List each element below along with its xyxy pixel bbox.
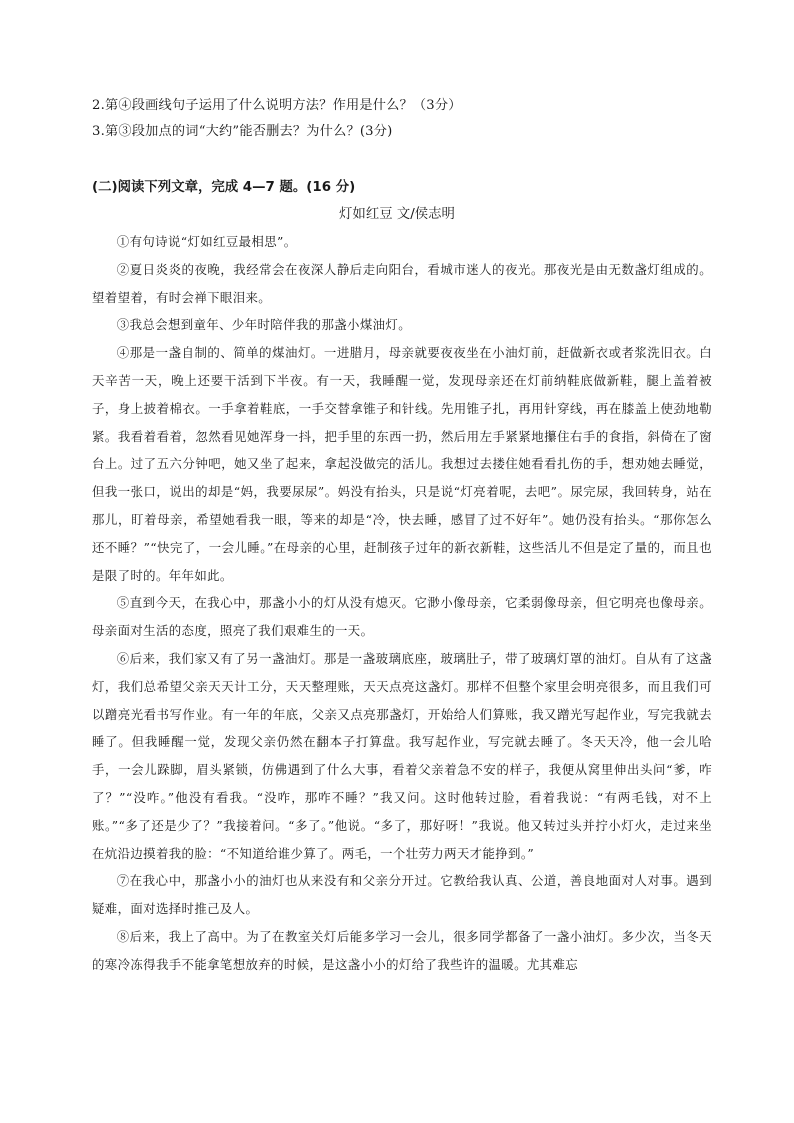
question-3: 3.第③段加点的词“大约”能否删去？为什么？(3分): [92, 124, 393, 139]
paragraph-8: ⑧后来，我上了高中。为了在教室关灯后能多学习一会儿，很多同学都备了一盏小油灯。多少次，当冬天的寒冷冻得我手不能拿笔想放弃的时候，是这盏小小的灯给了我些许的温暖。尤其难忘: [92, 928, 712, 972]
section-heading: (二)阅读下列文章，完成 4—7 题。(16 分): [92, 180, 356, 195]
article-body: [92, 228, 712, 979]
paragraph-5: ⑤直到今天，在我心中，那盏小小的灯从没有熄灭。它渺小像母亲，它柔弱像母亲，但它明亮也像母亲。母亲面对生活的态度，照亮了我们艰难生的一天。: [92, 595, 712, 639]
paragraph-6: ⑥后来，我们家又有了另一盏油灯。那是一盏玻璃底座，玻璃肚子，带了玻璃灯罩的油灯。自从有了这盏灯，我们总希望父亲天天计工分，天天整理账，天天点亮这盏灯。那样不但整个家里会明亮很多，而且我们可以蹭亮光看书写作业。有一年的年底，父亲又点亮那盏灯，开始给人们算账，我又蹭光写起作业，写完我就去睡了。但我睡醒一觉，发现父亲仍然在翻本子打算盘。我写起作业，写完就去睡了。冬天天冷，他一会儿哈手，一会儿跺脚，眉头紧锁，仿佛遇到了什么大事，看着父亲着急不安的样子，我便从窝里伸出头问“爹，咋了？”“没咋。”他没有看我。“没咋，那咋不睡？”我又问。这时他转过脸，看着我说：“有两毛钱，对不上账。”“多了还是少了？”我接着问。“多了。”他说。“多了，那好呀！”我说。他又转过头并拧小灯火，走过来坐在炕沿边摸着我的脸：“不知道给谁少算了。两毛，一个壮劳力两天才能挣到。”: [92, 650, 712, 861]
question-2: 2.第④段画线句子运用了什么说明方法？作用是什么？（3分）: [92, 98, 462, 113]
paragraph-2: ②夏日炎炎的夜晚，我经常会在夜深人静后走向阳台，看城市迷人的夜光。那夜光是由无数盏灯组成的。望着望着，有时会禅下眼泪来。: [92, 261, 712, 305]
paragraph-7: ⑦在我心中，那盏小小的油灯也从来没有和父亲分开过。它教给我认真、公道，善良地面对人对事。遇到疑难，面对选择时推己及人。: [92, 873, 712, 917]
paragraph-1: ①有句诗说“灯如红豆最相思”。: [116, 234, 297, 249]
article-title: 灯如红豆 文/侯志明: [339, 207, 455, 222]
paragraph-3: ③我总会想到童年、少年时陪伴我的那盏小煤油灯。: [116, 317, 411, 333]
paragraph-4: ④那是一盏自制的、简单的煤油灯。一进腊月，母亲就要夜夜坐在小油灯前，赶做新衣或者浆洗旧衣。白天辛苦一天，晚上还要干活到下半夜。有一天，我睡醒一觉，发现母亲还在灯前纳鞋底做新鞋，腿上盖着被子，身上披着棉衣。一手拿着鞋底，一手交替拿锥子和针线。先用锥子扎，再用针穿线，再在膝盖上使劲地勒紧。我看着看着，忽然看见她浑身一抖，把手里的东西一扔，然后用左手紧紧地攥住右手的食指，斜倚在了窗台上。过了五六分钟吧，她又坐了起来，拿起没做完的活儿。我想过去搂住她看看扎伤的手，想劝她去睡觉，但我一张口，说出的却是“妈，我要尿尿”。妈没有抬头，只是说“灯亮着呢，去吧”。尿完尿，我回转身，站在那儿，盯着母亲，希望她看我一眼，等来的却是“冷，快去睡，感冒了过不好年”。她仍没有抬头。“那你怎么还不睡？”“快完了，一会儿睡。”在母亲的心里，赶制孩子过年的新衣新鞋，这些活儿不但是定了量的，而且也是限了时的。年年如此。: [92, 345, 712, 583]
